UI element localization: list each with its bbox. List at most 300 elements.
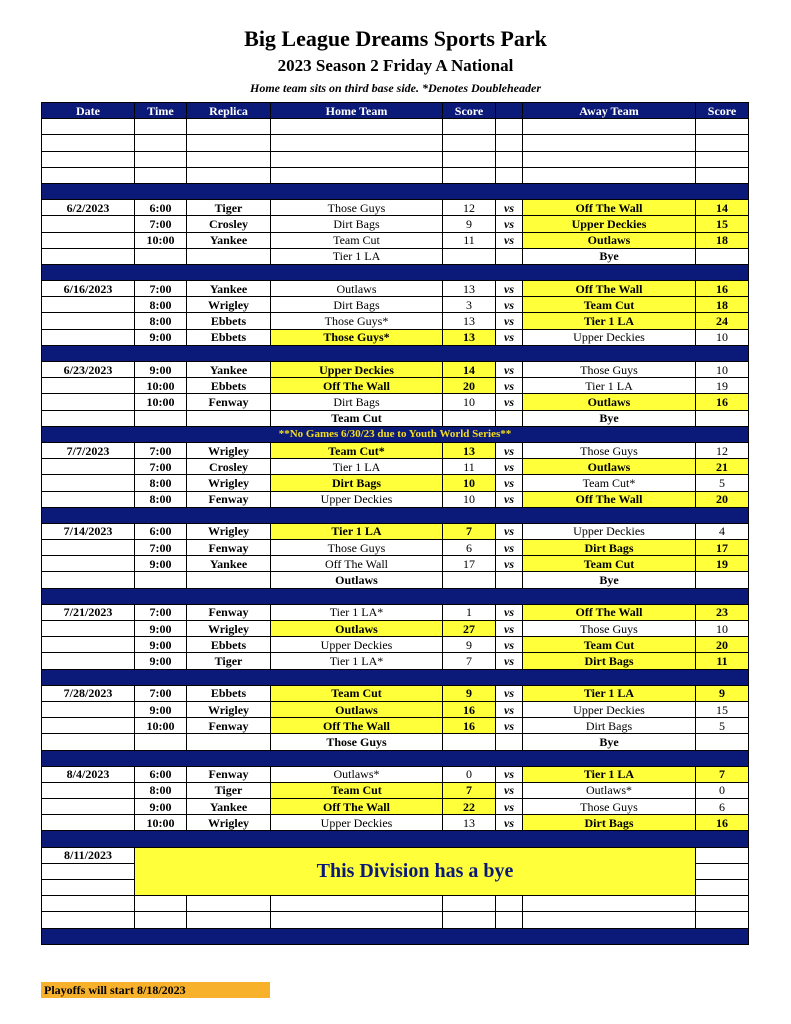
blank-cell [696, 896, 749, 912]
table-row [42, 782, 749, 798]
home-team: Off The Wall [271, 556, 443, 572]
bye-week-row [42, 847, 749, 863]
separator-cell [42, 750, 749, 766]
game-replica: Wrigley [187, 523, 271, 539]
game-time: 7:00 [135, 604, 187, 620]
away-team: Dirt Bags [523, 540, 696, 556]
game-time: 7:00 [135, 459, 187, 475]
game-time: 10:00 [135, 718, 187, 734]
home-team: Team Cut [271, 782, 443, 798]
home-team: Outlaws [271, 281, 443, 297]
week-separator [42, 669, 749, 685]
away-team: Bye [523, 734, 696, 750]
home-team: Off The Wall [271, 718, 443, 734]
home-score: 13 [443, 313, 496, 329]
table-row [42, 653, 749, 669]
game-time: 9:00 [135, 621, 187, 637]
home-team: Those Guys* [271, 329, 443, 345]
home-team: Tier 1 LA [271, 523, 443, 539]
game-date [42, 475, 135, 491]
game-replica: Tiger [187, 200, 271, 216]
vs-label [496, 410, 523, 426]
blank-cell [42, 912, 135, 928]
blank-cell [443, 135, 496, 151]
home-team: Those Guys [271, 540, 443, 556]
away-team: Bye [523, 572, 696, 588]
game-time: 7:00 [135, 216, 187, 232]
home-score: 0 [443, 766, 496, 782]
vs-label: vs [496, 475, 523, 491]
away-team: Dirt Bags [523, 718, 696, 734]
table-row [42, 540, 749, 556]
vs-label: vs [496, 281, 523, 297]
blank-cell [443, 151, 496, 167]
game-replica: Ebbets [187, 329, 271, 345]
table-row [42, 734, 749, 750]
home-team: Tier 1 LA* [271, 604, 443, 620]
game-replica [187, 734, 271, 750]
game-time: 6:00 [135, 523, 187, 539]
home-team: Those Guys [271, 200, 443, 216]
game-replica [187, 572, 271, 588]
week-separator [42, 264, 749, 280]
home-score: 13 [443, 442, 496, 458]
table-row [42, 475, 749, 491]
table-row [42, 556, 749, 572]
blank-cell [523, 912, 696, 928]
header-time: Time [135, 103, 187, 119]
home-team: Upper Deckies [271, 362, 443, 378]
vs-label: vs [496, 604, 523, 620]
home-team: Upper Deckies [271, 815, 443, 831]
game-date: 7/21/2023 [42, 604, 135, 620]
away-score: 4 [696, 523, 749, 539]
home-score [443, 410, 496, 426]
blank-cell [696, 863, 749, 879]
home-score: 10 [443, 491, 496, 507]
blank-row [42, 151, 749, 167]
home-score: 11 [443, 459, 496, 475]
away-score [696, 248, 749, 264]
home-score: 16 [443, 718, 496, 734]
away-team: Upper Deckies [523, 216, 696, 232]
header-vs [496, 103, 523, 119]
table-row [42, 362, 749, 378]
away-score: 16 [696, 815, 749, 831]
table-row [42, 621, 749, 637]
away-score: 18 [696, 297, 749, 313]
separator-cell [42, 507, 749, 523]
blank-cell [42, 896, 135, 912]
away-team: Off The Wall [523, 281, 696, 297]
away-team: Tier 1 LA [523, 685, 696, 701]
blank-cell [42, 863, 135, 879]
home-score: 10 [443, 394, 496, 410]
away-team: Upper Deckies [523, 523, 696, 539]
away-score: 6 [696, 799, 749, 815]
home-team: Tier 1 LA* [271, 653, 443, 669]
table-row [42, 604, 749, 620]
blank-cell [696, 151, 749, 167]
vs-label: vs [496, 766, 523, 782]
game-replica: Wrigley [187, 297, 271, 313]
away-team: Dirt Bags [523, 815, 696, 831]
game-date: 6/2/2023 [42, 200, 135, 216]
game-time: 8:00 [135, 475, 187, 491]
away-team: Outlaws [523, 394, 696, 410]
away-score: 0 [696, 782, 749, 798]
home-score: 7 [443, 523, 496, 539]
away-score: 7 [696, 766, 749, 782]
table-row [42, 766, 749, 782]
separator-cell [42, 831, 749, 847]
away-team: Those Guys [523, 362, 696, 378]
home-team: Team Cut [271, 410, 443, 426]
blank-cell [187, 151, 271, 167]
home-score: 6 [443, 540, 496, 556]
game-replica: Fenway [187, 604, 271, 620]
table-row [42, 394, 749, 410]
game-replica: Wrigley [187, 701, 271, 717]
away-team: Those Guys [523, 799, 696, 815]
blank-cell [135, 912, 187, 928]
week-separator [42, 507, 749, 523]
game-date [42, 313, 135, 329]
blank-cell [696, 880, 749, 896]
game-date [42, 572, 135, 588]
blank-cell [696, 912, 749, 928]
home-score: 20 [443, 378, 496, 394]
table-row [42, 637, 749, 653]
bye-week-row [42, 896, 749, 912]
game-replica: Fenway [187, 766, 271, 782]
away-team: Outlaws [523, 232, 696, 248]
game-date [42, 248, 135, 264]
game-replica: Crosley [187, 216, 271, 232]
game-date [42, 378, 135, 394]
home-score: 11 [443, 232, 496, 248]
header-row [42, 103, 749, 119]
game-date [42, 799, 135, 815]
home-score: 10 [443, 475, 496, 491]
away-team: Upper Deckies [523, 329, 696, 345]
week-separator [42, 345, 749, 361]
away-score: 16 [696, 281, 749, 297]
game-time [135, 572, 187, 588]
blank-cell [187, 167, 271, 183]
vs-label: vs [496, 216, 523, 232]
game-date [42, 734, 135, 750]
page-subtitle: 2023 Season 2 Friday A National [277, 56, 514, 75]
no-games-note-row [42, 426, 749, 442]
game-date [42, 297, 135, 313]
away-team: Off The Wall [523, 200, 696, 216]
vs-label: vs [496, 459, 523, 475]
vs-label: vs [496, 297, 523, 313]
game-time: 10:00 [135, 394, 187, 410]
separator-cell [42, 928, 749, 944]
header-away-score: Score [696, 103, 749, 119]
table-row [42, 200, 749, 216]
vs-label: vs [496, 540, 523, 556]
away-score [696, 572, 749, 588]
game-time: 7:00 [135, 540, 187, 556]
game-date [42, 621, 135, 637]
game-replica [187, 410, 271, 426]
blank-cell [523, 167, 696, 183]
game-replica: Ebbets [187, 378, 271, 394]
blank-cell [135, 896, 187, 912]
away-score: 20 [696, 637, 749, 653]
away-score: 9 [696, 685, 749, 701]
home-score: 9 [443, 685, 496, 701]
game-time: 6:00 [135, 200, 187, 216]
blank-cell [523, 896, 696, 912]
bye-week-banner: This Division has a bye [135, 847, 696, 896]
blank-cell [271, 151, 443, 167]
home-team: Dirt Bags [271, 394, 443, 410]
game-replica: Yankee [187, 799, 271, 815]
home-score: 7 [443, 782, 496, 798]
blank-cell [42, 167, 135, 183]
away-score: 20 [696, 491, 749, 507]
home-team: Those Guys* [271, 313, 443, 329]
game-replica: Ebbets [187, 637, 271, 653]
away-score: 11 [696, 653, 749, 669]
blank-cell [696, 167, 749, 183]
vs-label [496, 734, 523, 750]
vs-label: vs [496, 378, 523, 394]
home-team: Team Cut [271, 232, 443, 248]
away-score: 24 [696, 313, 749, 329]
away-score: 12 [696, 442, 749, 458]
table-row [42, 378, 749, 394]
game-replica: Fenway [187, 491, 271, 507]
blank-cell [135, 135, 187, 151]
game-date [42, 459, 135, 475]
table-row [42, 718, 749, 734]
game-date: 7/28/2023 [42, 685, 135, 701]
game-time: 9:00 [135, 653, 187, 669]
game-time: 10:00 [135, 232, 187, 248]
home-team: Upper Deckies [271, 637, 443, 653]
away-score: 10 [696, 362, 749, 378]
game-time: 8:00 [135, 313, 187, 329]
separator-cell [42, 183, 749, 199]
table-row [42, 297, 749, 313]
away-score: 23 [696, 604, 749, 620]
blank-cell [496, 912, 523, 928]
vs-label: vs [496, 329, 523, 345]
away-team: Upper Deckies [523, 701, 696, 717]
away-score: 18 [696, 232, 749, 248]
game-date [42, 815, 135, 831]
away-score: 5 [696, 475, 749, 491]
away-team: Tier 1 LA [523, 313, 696, 329]
home-score: 13 [443, 815, 496, 831]
blank-cell [187, 912, 271, 928]
vs-label: vs [496, 232, 523, 248]
game-time: 7:00 [135, 442, 187, 458]
blank-cell [443, 912, 496, 928]
game-replica: Tiger [187, 782, 271, 798]
home-score: 27 [443, 621, 496, 637]
vs-label: vs [496, 782, 523, 798]
separator-cell [42, 669, 749, 685]
home-team: Dirt Bags [271, 297, 443, 313]
game-date [42, 637, 135, 653]
game-replica [187, 248, 271, 264]
bye-week-date: 8/11/2023 [42, 847, 135, 863]
game-date [42, 216, 135, 232]
blank-cell [523, 135, 696, 151]
home-team: Upper Deckies [271, 491, 443, 507]
away-team: Outlaws [523, 459, 696, 475]
game-time: 8:00 [135, 297, 187, 313]
home-score: 13 [443, 281, 496, 297]
home-score: 12 [443, 200, 496, 216]
header-home-score: Score [443, 103, 496, 119]
blank-cell [271, 135, 443, 151]
away-team: Team Cut [523, 637, 696, 653]
away-score [696, 734, 749, 750]
game-date: 6/23/2023 [42, 362, 135, 378]
blank-cell [696, 119, 749, 135]
vs-label: vs [496, 491, 523, 507]
separator-cell [42, 264, 749, 280]
away-team: Team Cut [523, 556, 696, 572]
vs-label: vs [496, 362, 523, 378]
blank-row [42, 135, 749, 151]
blank-cell [187, 896, 271, 912]
home-team: Outlaws [271, 621, 443, 637]
game-replica: Tiger [187, 653, 271, 669]
vs-label: vs [496, 718, 523, 734]
table-row [42, 410, 749, 426]
game-time [135, 734, 187, 750]
game-replica: Fenway [187, 540, 271, 556]
table-row [42, 491, 749, 507]
game-date [42, 491, 135, 507]
home-score: 9 [443, 637, 496, 653]
away-team: Tier 1 LA [523, 766, 696, 782]
game-date [42, 556, 135, 572]
game-replica: Yankee [187, 232, 271, 248]
separator-cell [42, 345, 749, 361]
game-time: 9:00 [135, 701, 187, 717]
vs-label: vs [496, 685, 523, 701]
game-time: 9:00 [135, 362, 187, 378]
week-separator [42, 183, 749, 199]
away-score: 5 [696, 718, 749, 734]
blank-cell [696, 847, 749, 863]
game-date [42, 718, 135, 734]
game-replica: Wrigley [187, 815, 271, 831]
blank-cell [523, 151, 696, 167]
vs-label: vs [496, 200, 523, 216]
blank-cell [496, 896, 523, 912]
table-row [42, 281, 749, 297]
away-score: 15 [696, 701, 749, 717]
game-replica: Wrigley [187, 475, 271, 491]
away-team: Team Cut* [523, 475, 696, 491]
table-row [42, 685, 749, 701]
home-score [443, 734, 496, 750]
game-replica: Ebbets [187, 685, 271, 701]
game-time: 9:00 [135, 329, 187, 345]
game-time: 7:00 [135, 685, 187, 701]
away-score: 14 [696, 200, 749, 216]
away-score: 10 [696, 329, 749, 345]
vs-label: vs [496, 313, 523, 329]
home-team: Off The Wall [271, 799, 443, 815]
schedule-note: Home team sits on third base side. *Denotes Doubleheader [250, 81, 541, 95]
vs-label: vs [496, 523, 523, 539]
game-time [135, 248, 187, 264]
home-score: 17 [443, 556, 496, 572]
home-score: 7 [443, 653, 496, 669]
blank-cell [443, 119, 496, 135]
vs-label: vs [496, 621, 523, 637]
away-team: Those Guys [523, 621, 696, 637]
page-title: Big League Dreams Sports Park [244, 26, 547, 51]
table-row [42, 799, 749, 815]
blank-cell [42, 151, 135, 167]
home-team: Dirt Bags [271, 475, 443, 491]
vs-label: vs [496, 637, 523, 653]
header-home-team: Home Team [271, 103, 443, 119]
game-time: 10:00 [135, 815, 187, 831]
game-date [42, 782, 135, 798]
home-score [443, 572, 496, 588]
table-row [42, 329, 749, 345]
table-row [42, 523, 749, 539]
game-replica: Ebbets [187, 313, 271, 329]
game-replica: Fenway [187, 394, 271, 410]
away-score: 19 [696, 378, 749, 394]
blank-cell [42, 135, 135, 151]
week-separator [42, 588, 749, 604]
away-team: Dirt Bags [523, 653, 696, 669]
away-team: Those Guys [523, 442, 696, 458]
table-row [42, 815, 749, 831]
week-separator [42, 831, 749, 847]
blank-cell [42, 880, 135, 896]
vs-label: vs [496, 701, 523, 717]
game-time: 7:00 [135, 281, 187, 297]
table-row [42, 248, 749, 264]
home-score: 3 [443, 297, 496, 313]
blank-cell [443, 896, 496, 912]
game-replica: Wrigley [187, 442, 271, 458]
home-team: Outlaws [271, 701, 443, 717]
home-score: 14 [443, 362, 496, 378]
blank-cell [271, 912, 443, 928]
home-score: 13 [443, 329, 496, 345]
header-replica: Replica [187, 103, 271, 119]
blank-cell [271, 119, 443, 135]
table-row [42, 216, 749, 232]
home-score: 1 [443, 604, 496, 620]
bye-week-row [42, 912, 749, 928]
blank-cell [496, 135, 523, 151]
game-time: 8:00 [135, 782, 187, 798]
away-score: 17 [696, 540, 749, 556]
vs-label: vs [496, 556, 523, 572]
game-time: 9:00 [135, 799, 187, 815]
away-team: Team Cut [523, 297, 696, 313]
game-replica: Crosley [187, 459, 271, 475]
